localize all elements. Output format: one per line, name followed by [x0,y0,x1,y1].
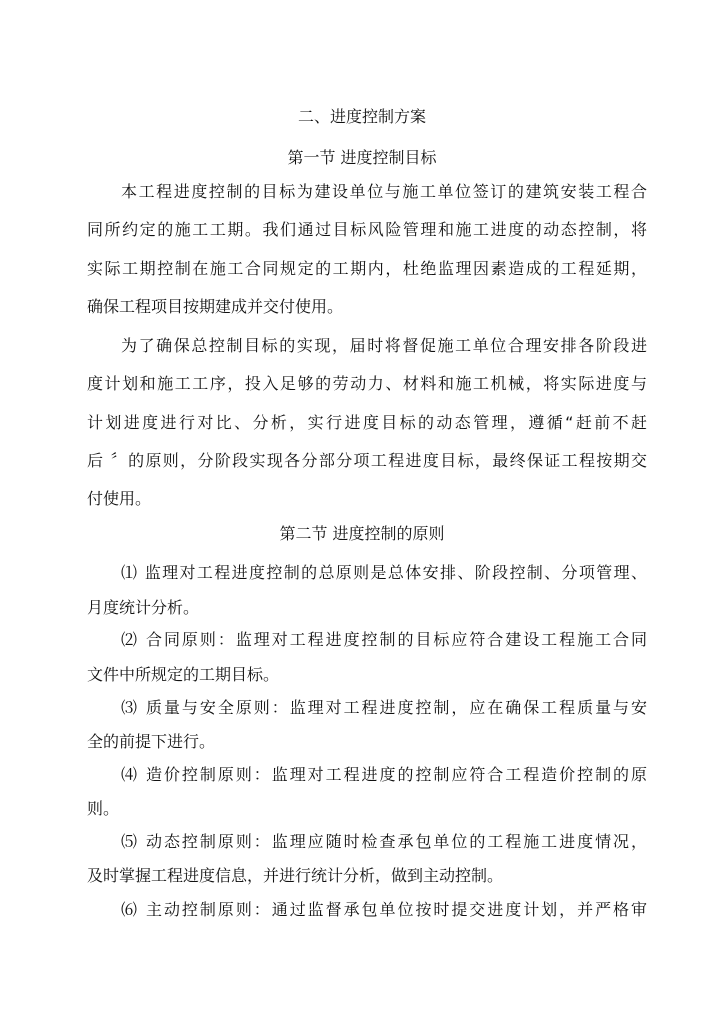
s1-p2-line-2: 度计划和施工工序，投入足够的劳动力、材料和施工机械，将实际进度与 [87,374,647,393]
s2-item-2-line-2: 文件中所规定的工期目标。 [87,665,280,684]
s1-p2-line-1: 为了确保总控制目标的实现，届时将督促施工单位合理安排各阶段进 [121,336,647,355]
s2-item-6-line-1: ⑹ 主动控制原则：通过监督承包单位按时提交进度计划，并严格审 [121,900,647,919]
s2-item-1-line-2: 月度统计分析。 [87,598,200,617]
s2-item-1-line-1: ⑴ 监理对工程进度控制的总原则是总体安排、阶段控制、分项管理、 [121,563,647,582]
s1-p1-line-1: 本工程进度控制的目标为建设单位与施工单位签订的建筑安装工程合 [121,182,647,201]
s2-item-4-line-1: ⑷ 造价控制原则：监理对工程进度的控制应符合工程造价控制的原 [121,765,647,784]
s2-item-4-line-2: 则。 [87,799,120,818]
section-2-heading: 第二节 进度控制的原则 [279,524,445,543]
s2-item-3-line-2: 全的前提下进行。 [87,732,216,751]
s1-p1-line-2: 同所约定的施工工期。我们通过目标风险管理和施工进度的动态控制，将 [87,220,647,239]
section-title: 二、进度控制方案 [297,107,426,126]
s2-item-2-line-1: ⑵ 合同原则：监理对工程进度控制的目标应符合建设工程施工合同 [121,630,647,649]
s2-item-5-line-1: ⑸ 动态控制原则：监理应随时检查承包单位的工程施工进度情况， [121,832,647,851]
section-1-heading: 第一节 进度控制目标 [287,148,437,167]
s1-p2-line-3: 计划进度进行对比、分析，实行进度目标的动态管理，遵循“赶前不赶 [87,413,647,432]
s1-p2-line-5: 付使用。 [87,489,152,508]
s1-p2-line-4: 后 〞的原则，分阶段实现各分部分项工程进度目标，最终保证工程按期交 [87,451,647,470]
s2-item-5-line-2: 及时掌握工程进度信息，并进行统计分析，做到主动控制。 [87,866,504,885]
s1-p1-line-4: 确保工程项目按期建成并交付使用。 [87,297,344,316]
s2-item-3-line-1: ⑶ 质量与安全原则：监理对工程进度控制，应在确保工程质量与安 [121,698,647,717]
s1-p1-line-3: 实际工期控制在施工合同规定的工期内，杜绝监理因素造成的工程延期， [87,259,647,278]
